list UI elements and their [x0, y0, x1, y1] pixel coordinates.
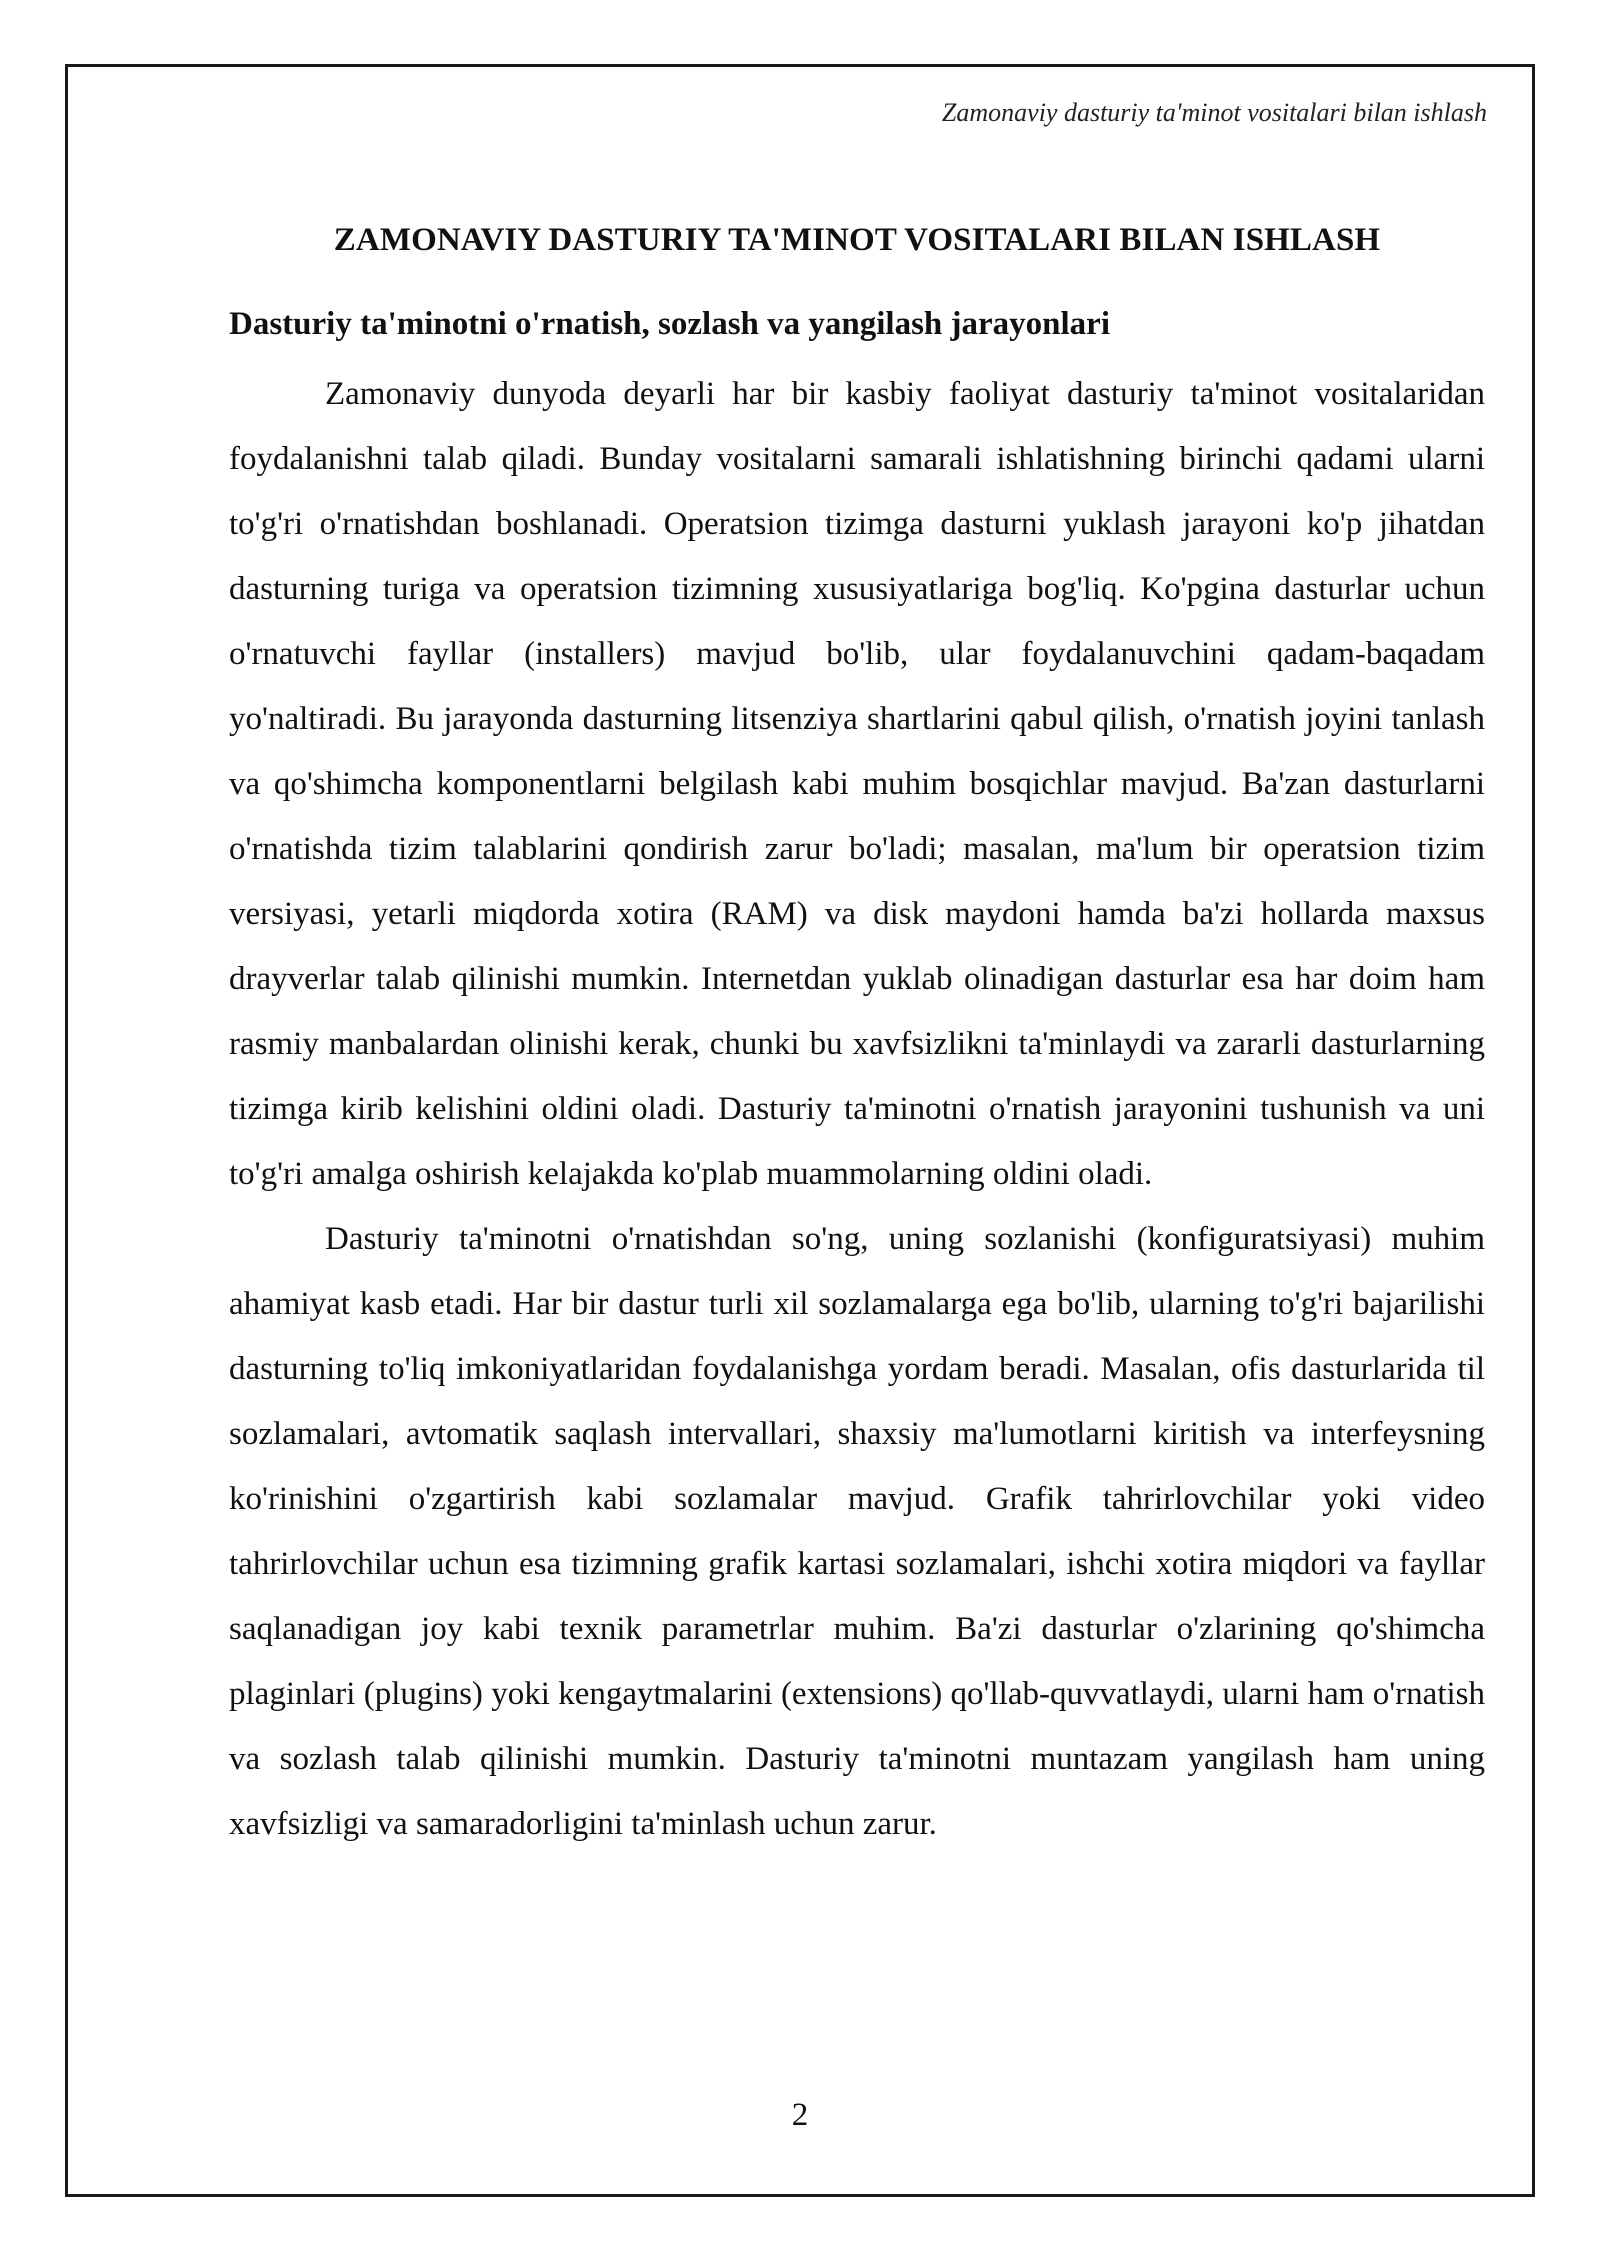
paragraph-installation: Zamonaviy dunyoda deyarli har bir kasbiy faoliyat dasturiy ta'minot vositalaridan foydalanishni talab qiladi. Bunday vositalarni samarali ishlatishning birinchi qadami ularni to'g'ri o'rnatishdan boshlanadi. Operatsion tizimga dasturni yuklash jarayoni ko'p jihatdan dasturning turiga va operatsion tizimning xususiyatlariga bog'liq. Ko'pgina dasturlar uchun o'rnatuvchi fayllar (installers) mavjud bo'lib, ular foydalanuvchini qadam-baqadam yo'naltiradi. Bu jarayonda dasturning litsenziya shartlarini qabul qilish, o'rnatish joyini tanlash va qo'shimcha komponentlarni belgilash kabi muhim bosqichlar mavjud. Ba'zan dasturlarni o'rnatishda tizim talablarini qondirish zarur bo'ladi; masalan, ma'lum bir operatsion tizim versiyasi, yetarli miqdorda xotira (RAM) va disk maydoni hamda ba'zi hollarda maxsus drayverlar talab qilinishi mumkin. Internetdan yuklab olinadigan dasturlar esa har doim ham rasmiy manbalardan olinishi kerak, chunki bu xavfsizlikni ta'minlaydi va zararli dasturlarning tizimga kirib kelishini oldini oladi. Dasturiy ta'minotni o'rnatish jarayonini tushunish va uni to'g'ri amalga oshirish kelajakda ko'plab muammolarning oldini oladi.	[229, 376, 1485, 1192]
section-heading: Dasturiy ta'minotni o'rnatish, sozlash va yangilash jarayonlari	[229, 306, 1110, 342]
page-number: 2	[791, 2097, 809, 2133]
paragraph-configuration: Dasturiy ta'minotni o'rnatishdan so'ng, uning sozlanishi (konfiguratsiyasi) muhim ahamiyat kasb etadi. Har bir dastur turli xil sozlamalarga ega bo'lib, ularning to'g'ri bajarilishi dasturning to'liq imkoniyatlaridan foydalanishga yordam beradi. Masalan, ofis dasturlarida til sozlamalari, avtomatik saqlash intervallari, shaxsiy ma'lumotlarni kiritish va interfeysning ko'rinishini o'zgartirish kabi sozlamalar mavjud. Grafik tahrirlovchilar yoki video tahrirlovchilar uchun esa tizimning grafik kartasi sozlamalari, ishchi xotira miqdori va fayllar saqlanadigan joy kabi texnik parametrlar muhim. Ba'zi dasturlar o'zlarining qo'shimcha plaginlari (plugins) yoki kengaytmalarini (extensions) qo'llab-quvvatlaydi, ularni ham o'rnatish va sozlash talab qilinishi mumkin. Dasturiy ta'minotni muntazam yangilash ham uning xavfsizligi va samaradorligini ta'minlash uchun zarur.	[229, 1221, 1485, 1842]
document-body	[229, 210, 1485, 1857]
running-header: Zamonaviy dasturiy ta'minot vositalari bilan ishlash	[941, 98, 1487, 127]
document-title: ZAMONAVIY DASTURIY TA'MINOT VOSITALARI BILAN ISHLASH	[333, 222, 1381, 258]
